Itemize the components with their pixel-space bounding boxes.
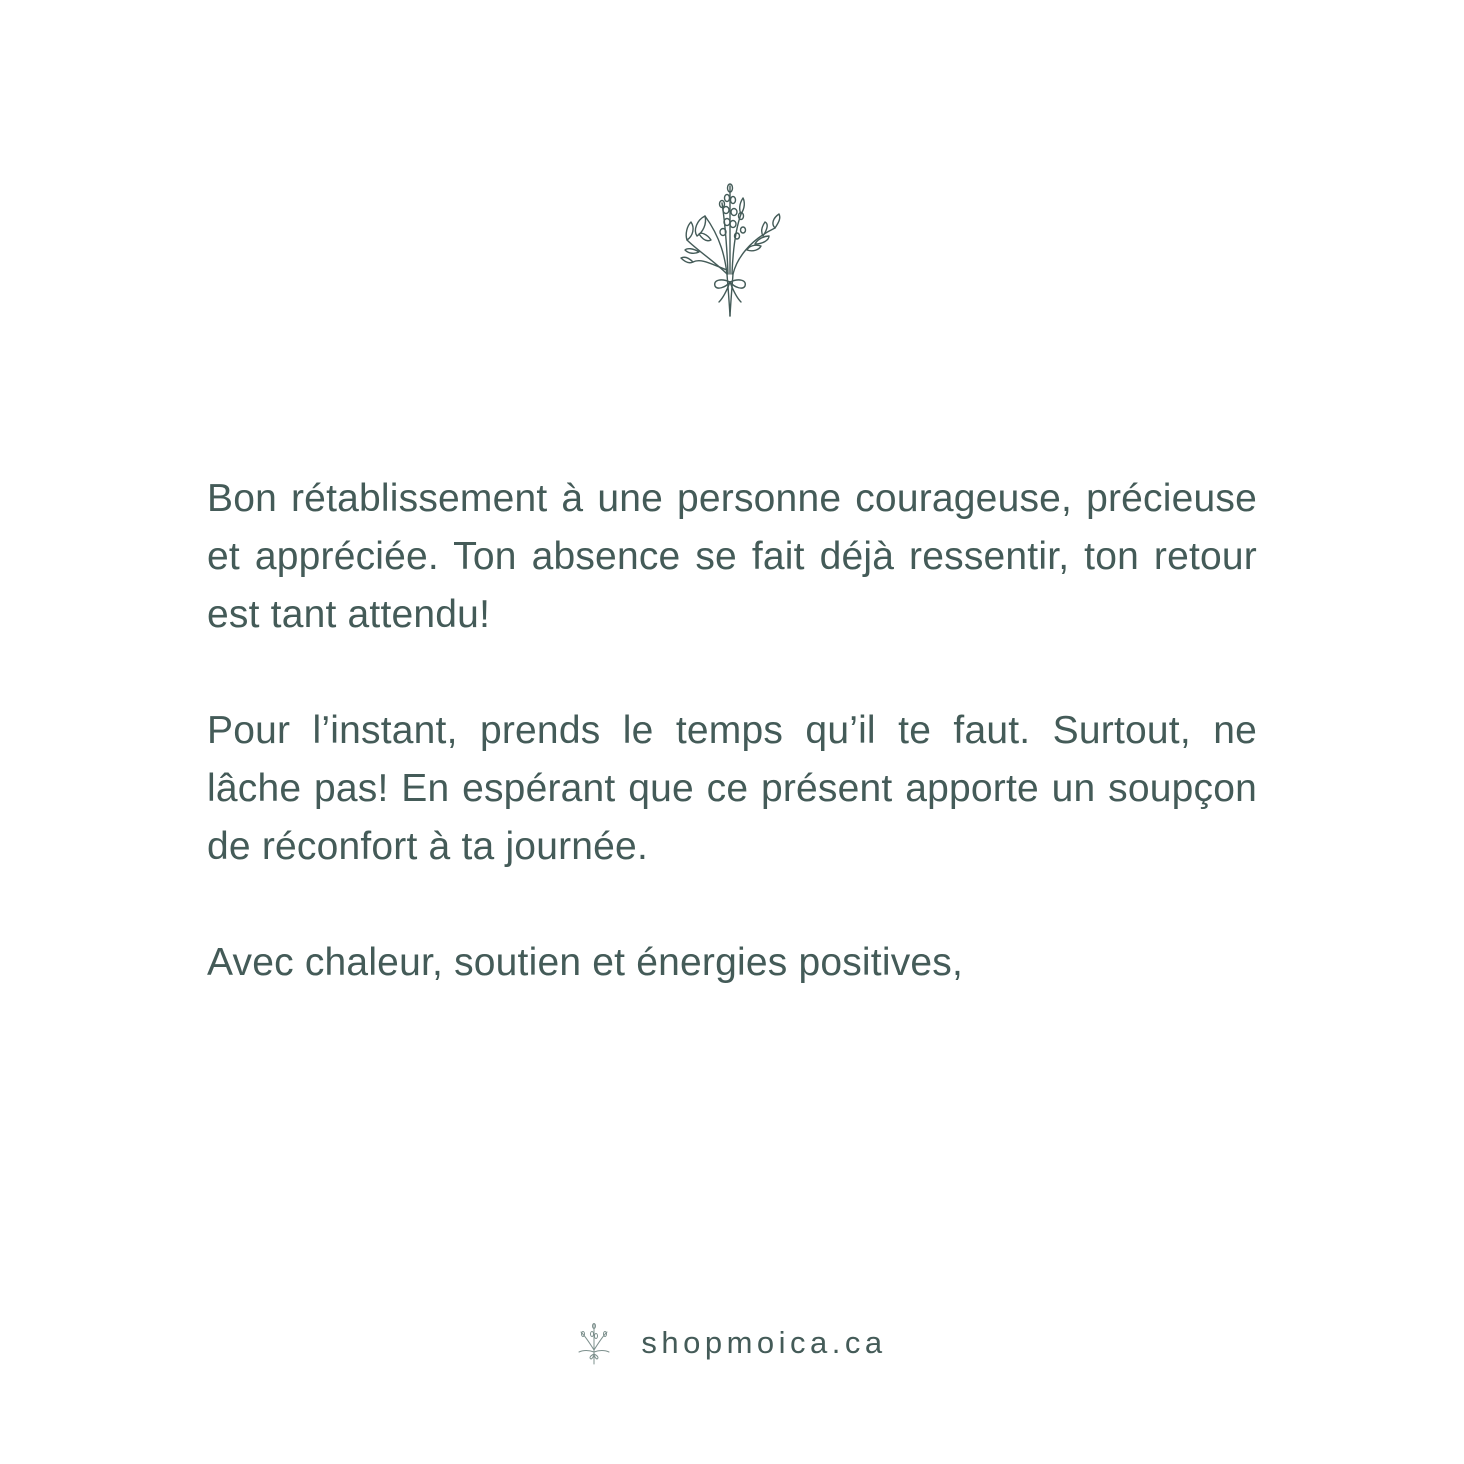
website-url[interactable]: shopmoica.ca bbox=[641, 1325, 887, 1360]
small-bouquet-icon bbox=[577, 1320, 611, 1366]
message-paragraph-2: Pour l’instant, prends le temps qu’il te faut. Surtout, ne lâche pas! En espérant que ce présent apporte un soupçon de réconfort à ta journée. bbox=[207, 709, 1257, 868]
lavender-bouquet-icon bbox=[675, 178, 785, 323]
card-message bbox=[207, 470, 1257, 992]
message-closing: Avec chaleur, soutien et énergies positives, bbox=[207, 941, 964, 984]
message-paragraph-1: Bon rétablissement à une personne courageuse, précieuse et appréciée. Ton absence se fait déjà ressentir, ton retour est tant attendu! bbox=[207, 477, 1257, 636]
footer bbox=[0, 1318, 1464, 1368]
